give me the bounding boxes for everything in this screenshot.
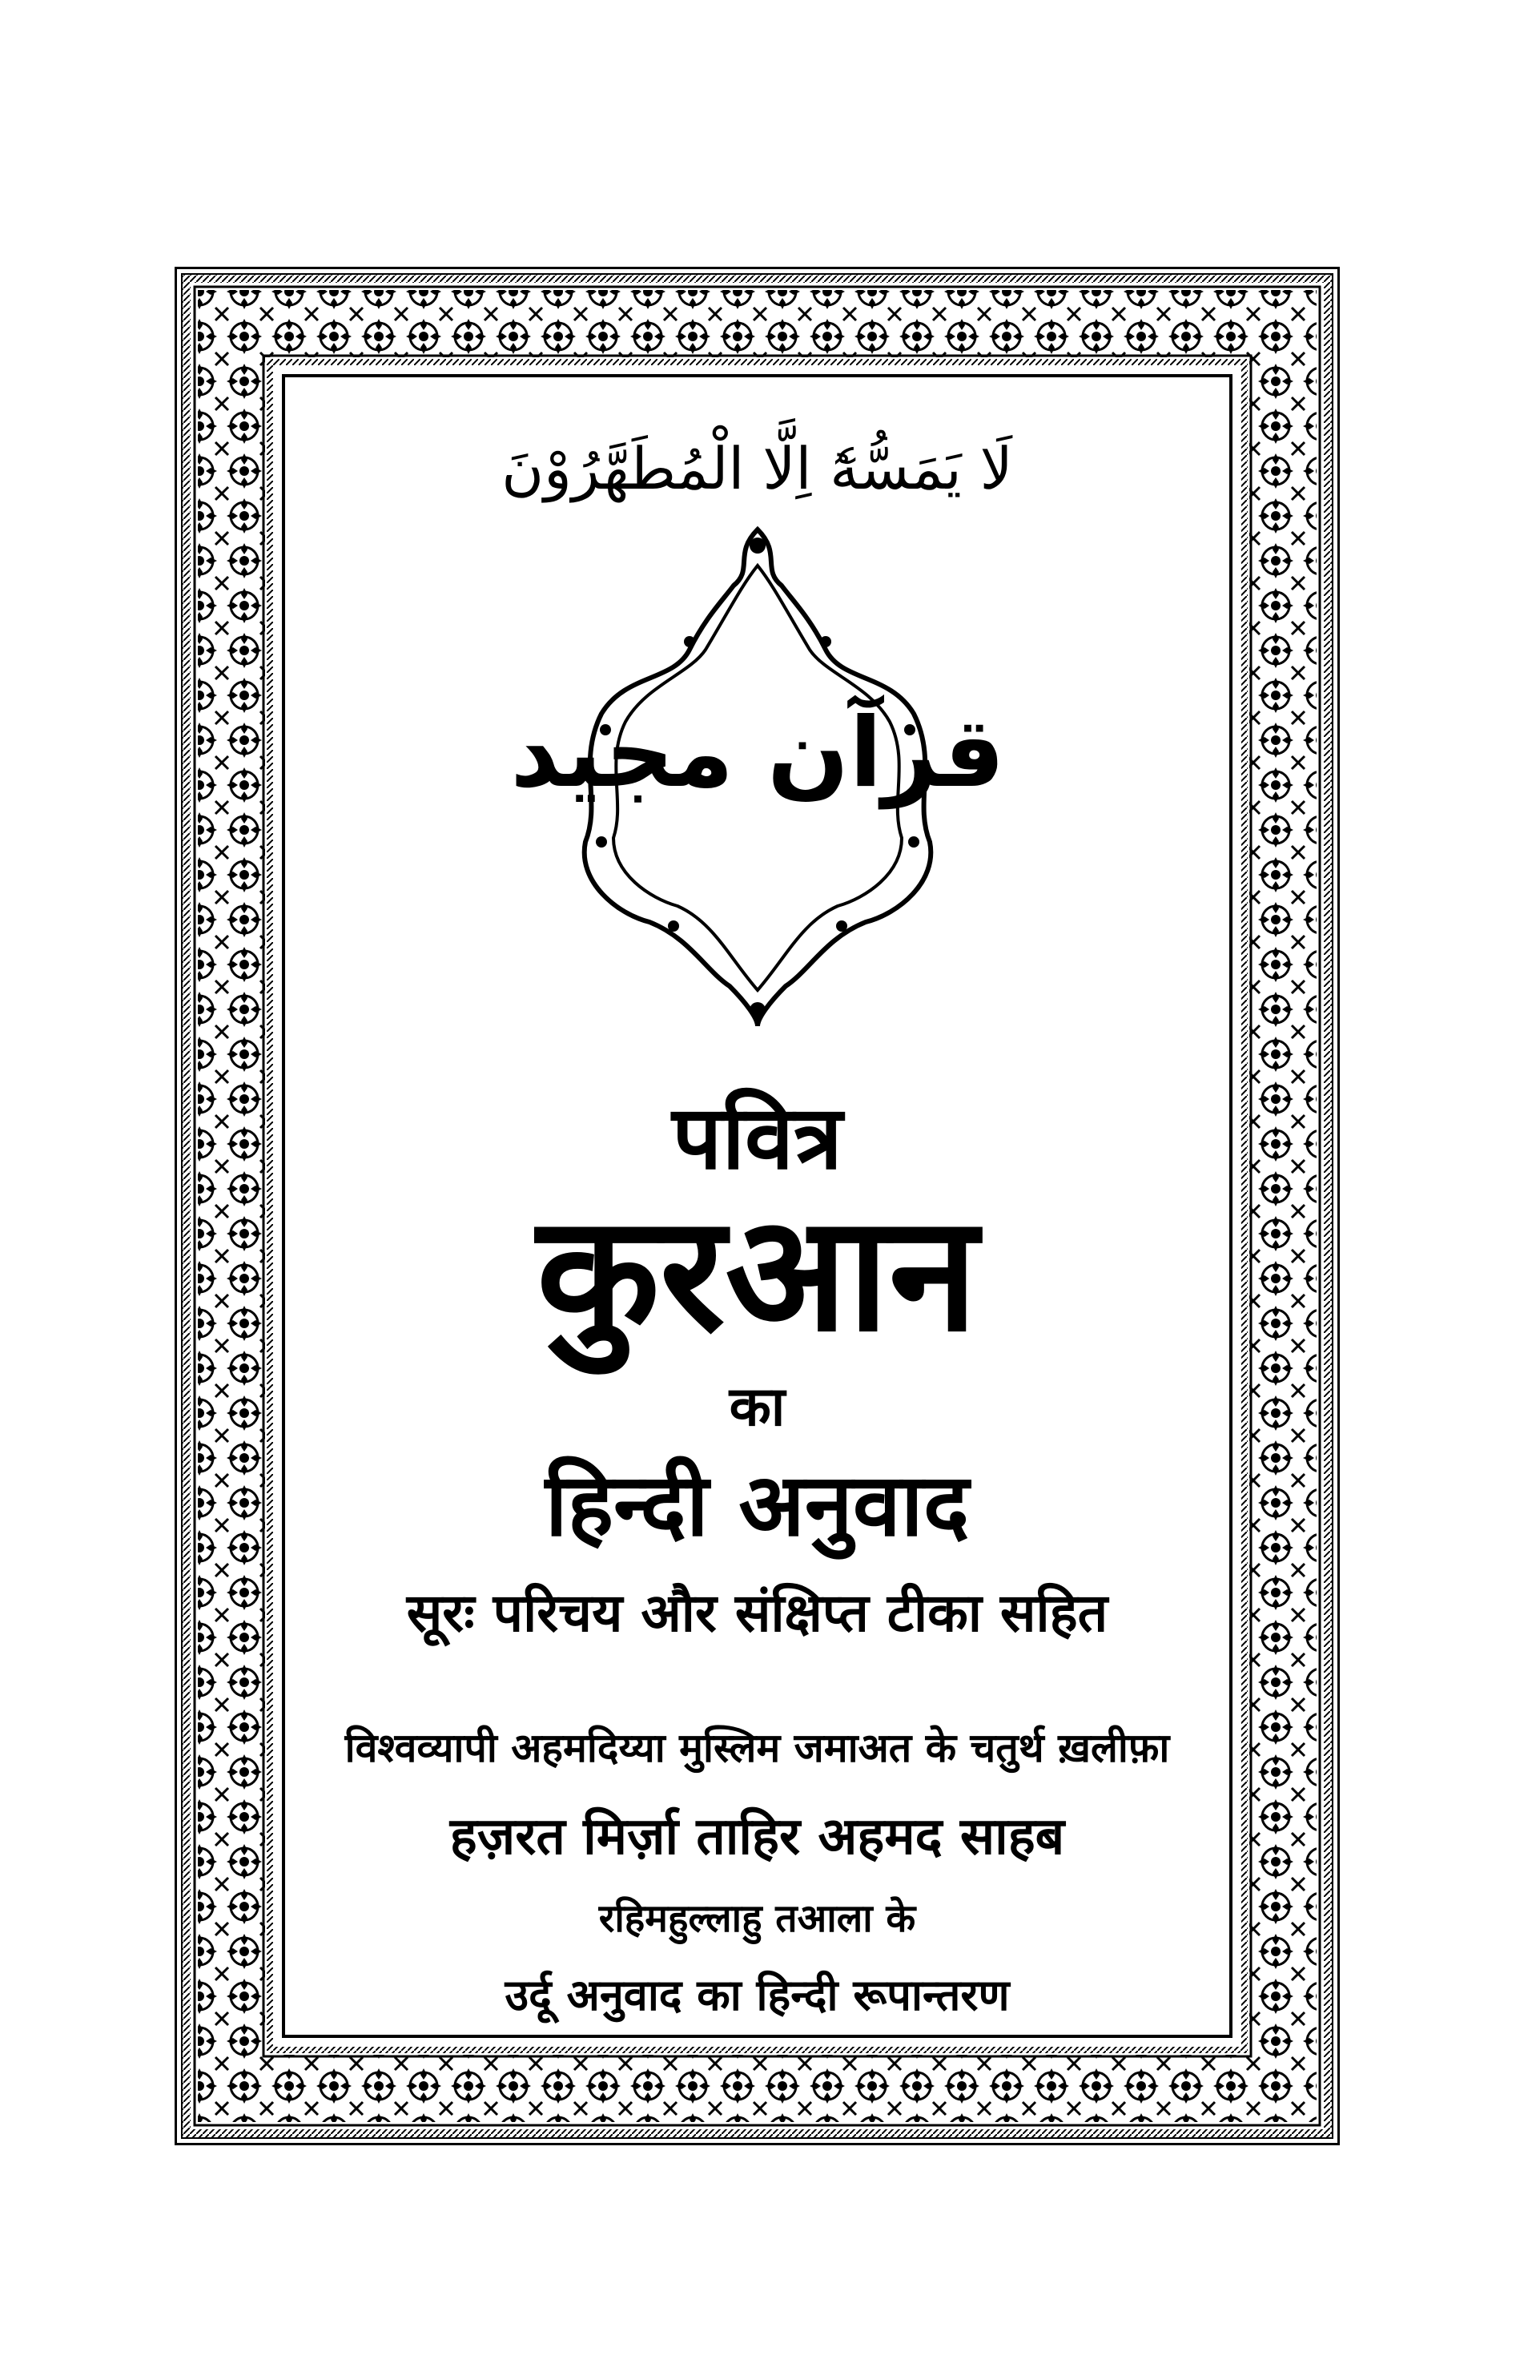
medallion-calligraphy: قرآن مجید	[510, 698, 1005, 809]
credit-line-2: हज़रत मिर्ज़ा ताहिर अहमद साहब	[449, 1807, 1065, 1867]
title-line-3: का	[729, 1375, 786, 1439]
title-panel	[282, 374, 1232, 2038]
title-line-2: कुरआन	[537, 1181, 978, 1367]
ornamental-border	[175, 267, 1340, 2145]
subtitle: सूरः परिचय और संक्षिप्त टीका सहित	[406, 1582, 1108, 1644]
calligraphy-medallion-icon	[510, 522, 1005, 1034]
title-line-1: पवित्र	[672, 1086, 842, 1189]
credit-line-1: विश्वव्यापी अहमदिय्या मुस्लिम जमाअत के चतुर्थ ख़लीफ़ा	[344, 1725, 1170, 1771]
title-line-4: हिन्दी अनुवाद	[545, 1456, 970, 1556]
arabic-verse: لَا يَمَسُّهٗٓ اِلَّا الْمُطَهَّرُوْنَ	[501, 435, 1013, 502]
credit-line-4: उर्दू अनुवाद का हिन्दी रूपान्तरण	[505, 1970, 1010, 2020]
credit-line-3: रहिमहुल्लाहु तआला के	[598, 1896, 916, 1941]
